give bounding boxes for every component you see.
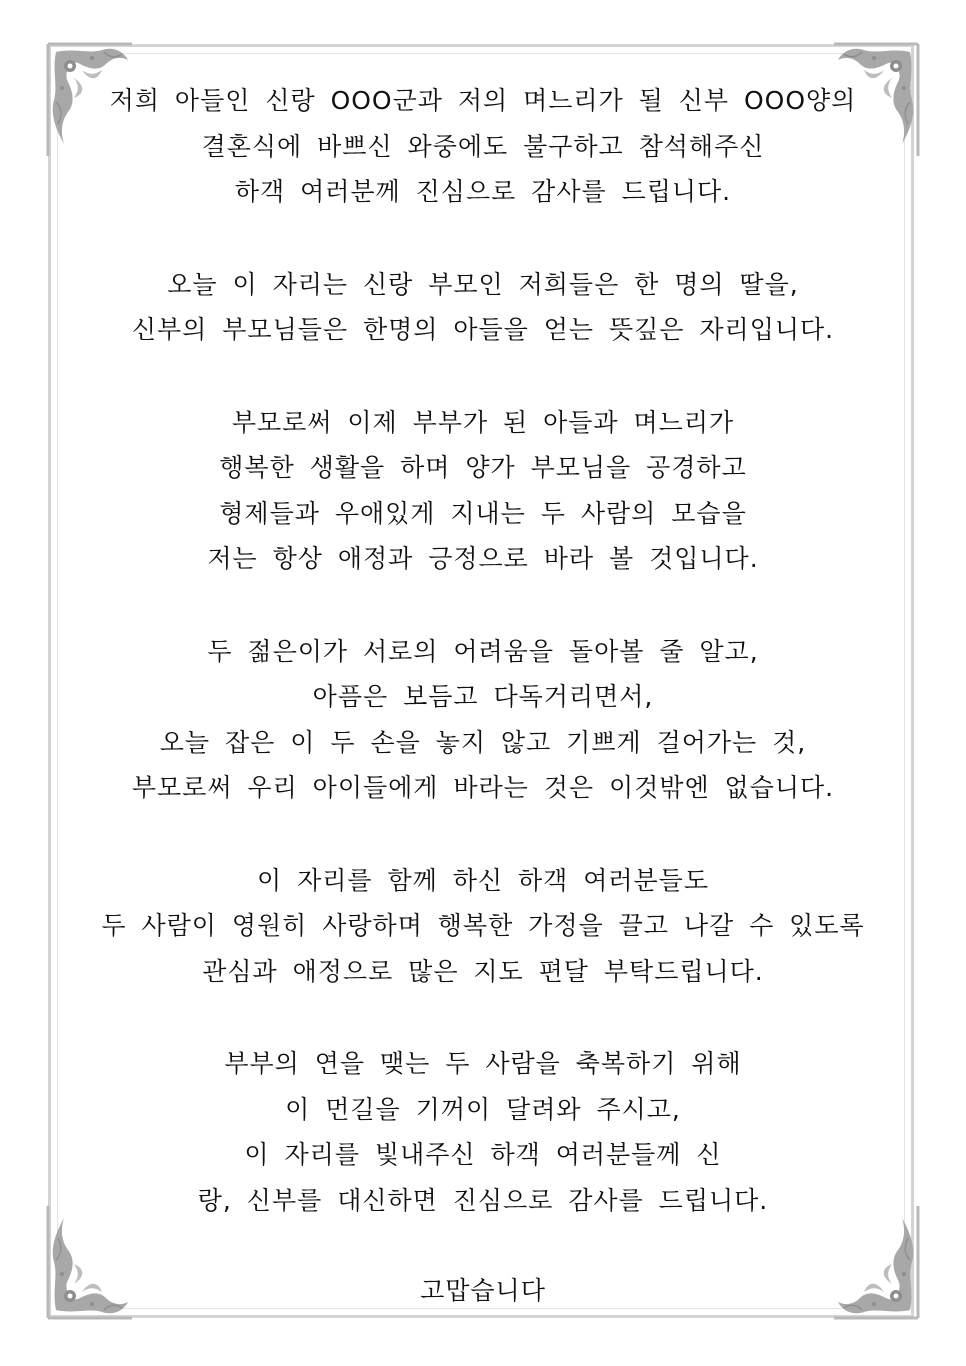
letter-line: 관심과 애정으로 많은 지도 편달 부탁드립니다. (202, 956, 764, 986)
letter-line: 두 사람이 영원히 사랑하며 행복한 가정을 끌고 나갈 수 있도록 (101, 911, 865, 940)
letter-line: 두 젊은이가 서로의 어려움을 돌아볼 줄 알고, (207, 636, 759, 666)
letter-line: 부모로써 우리 아이들에게 바라는 것은 이것밖엔 없습니다. (131, 773, 835, 802)
letter-line: 결혼식에 바쁘신 와중에도 불구하고 참석해주신 (201, 131, 765, 161)
letter-line: 랑, 신부를 대신하면 진심으로 감사를 드립니다. (197, 1185, 769, 1215)
paragraph (60, 400, 906, 582)
letter-line: 형제들과 우애있게 지내는 두 사람의 모습을 (219, 498, 747, 528)
closing-line: 고맙습니다 (420, 1276, 546, 1305)
letter-line: 오늘 잡은 이 두 손을 놓지 않고 기쁘게 걸어가는 것, (159, 727, 807, 757)
paragraph (60, 78, 906, 215)
paragraph (60, 629, 906, 811)
letter-line: 오늘 이 자리는 신랑 부모인 저희들은 한 명의 딸을, (167, 269, 799, 299)
letter-line: 부모로써 이제 부부가 된 아들과 며느리가 (231, 407, 735, 437)
letter-line: 아픔은 보듬고 다독거리면서, (312, 682, 654, 711)
paragraph (60, 858, 906, 995)
letter-line: 행복한 생활을 하며 양가 부모님을 공경하고 (219, 453, 747, 482)
letter-line: 신부의 부모님들은 한명의 아들을 얻는 뜻깊은 자리입니다. (131, 315, 835, 344)
letter-line: 하객 여러분께 진심으로 감사를 드립니다. (234, 177, 732, 206)
paragraph (60, 262, 906, 353)
letter-line: 저희 아들인 신랑 OOO군과 저의 며느리가 될 신부 OOO양의 (109, 86, 857, 115)
letter-line: 이 자리를 함께 하신 하객 여러분들도 (257, 865, 709, 895)
paragraph (60, 1041, 906, 1223)
thank-you-letter (60, 78, 906, 1314)
letter-line: 이 먼길을 기꺼이 달려와 주시고, (285, 1094, 681, 1124)
letter-line: 저는 항상 애정과 긍정으로 바라 볼 것입니다. (207, 544, 759, 573)
letter-line: 부부의 연을 맺는 두 사람을 축복하기 위해 (224, 1049, 742, 1078)
letter-line: 이 자리를 빛내주신 하객 여러분들께 신 (244, 1140, 722, 1169)
